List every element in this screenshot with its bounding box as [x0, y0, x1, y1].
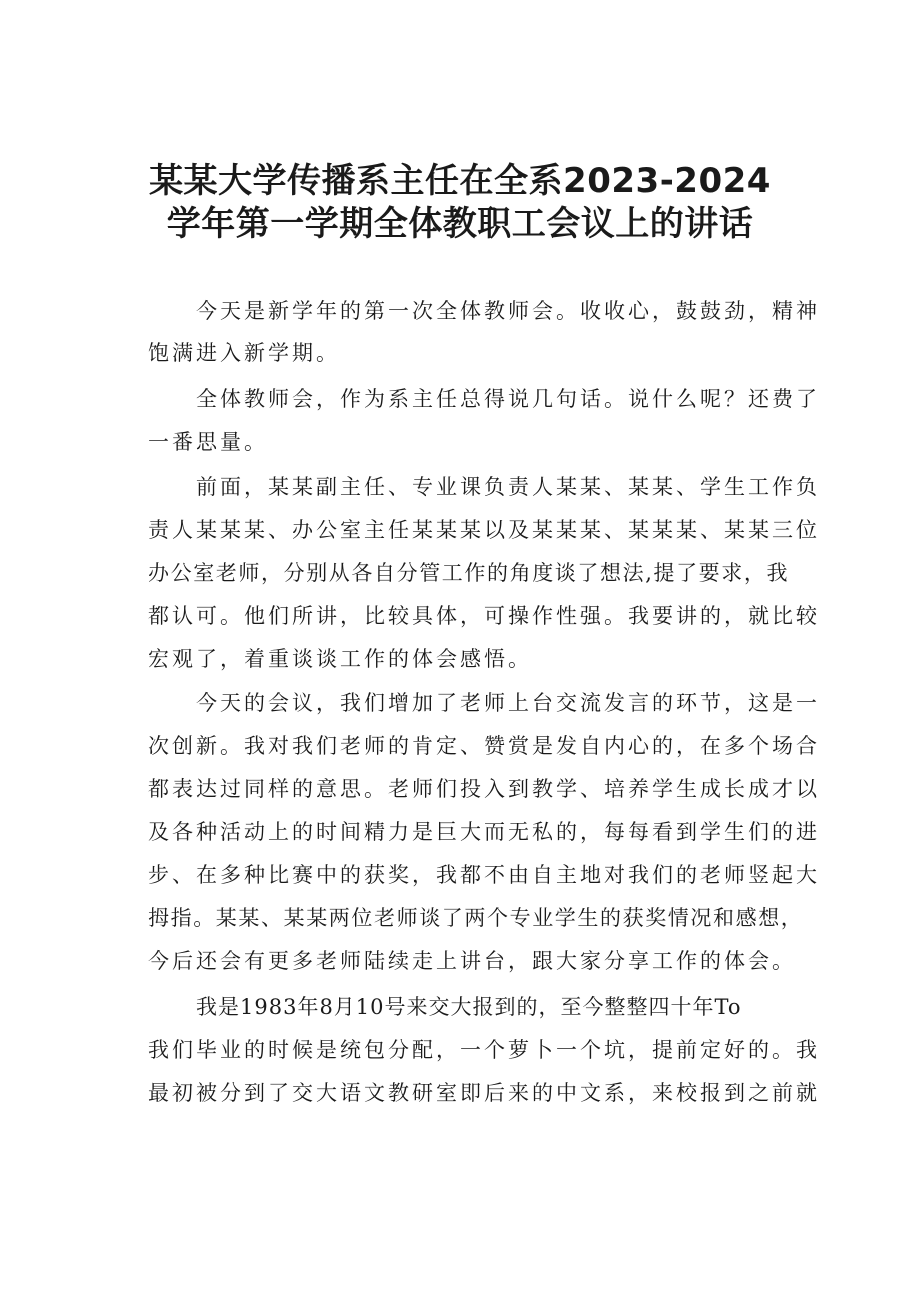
paragraph-line: 今天的会议，我们增加了老师上台交流发言的环节，这是一	[196, 691, 820, 715]
paragraph-line: 我是1983年8月10号来交大报到的，至今整整四十年To	[196, 995, 742, 1019]
paragraph-line: 最初被分到了交大语文教研室即后来的中文系，来校报到之前就	[148, 1081, 820, 1105]
paragraph-line: 饱满进入新学期。	[148, 341, 340, 365]
paragraph-line: 次创新。我对我们老师的肯定、赞赏是发自内心的，在多个场合	[148, 734, 820, 758]
paragraph-line: 及各种活动上的时间精力是巨大而无私的，每每看到学生们的进	[148, 820, 820, 844]
paragraph-line: 办公室老师，分别从各自分管工作的角度谈了想法,提了要求，我	[148, 561, 790, 585]
paragraph-line: 步、在多种比赛中的获奖，我都不由自主地对我们的老师竖起大	[148, 863, 820, 887]
paragraph-line: 今后还会有更多老师陆续走上讲台，跟大家分享工作的体会。	[148, 949, 796, 973]
paragraph-line: 全体教师会，作为系主任总得说几句话。说什么呢？还费了	[196, 387, 820, 411]
paragraph-line: 责人某某某、办公室主任某某某以及某某某、某某某、某某三位	[148, 518, 820, 542]
paragraph-line: 一番思量。	[148, 430, 268, 454]
paragraph-line: 拇指。某某、某某两位老师谈了两个专业学生的获奖情况和感想，	[148, 906, 804, 930]
paragraph-line: 今天是新学年的第一次全体教师会。收收心，鼓鼓劲，精神	[196, 299, 820, 323]
paragraph-line: 我们毕业的时候是统包分配，一个萝卜一个坑，提前定好的。我	[148, 1038, 820, 1062]
document-title-line-2: 学年第一学期全体教职工会议上的讲话	[166, 204, 754, 244]
paragraph-line: 宏观了，着重谈谈工作的体会感悟。	[148, 647, 532, 671]
paragraph-line: 前面，某某副主任、专业课负责人某某、某某、学生工作负	[196, 475, 820, 499]
document-title-line-1: 某某大学传播系主任在全系2023-2024	[149, 161, 771, 201]
paragraph-line: 都认可。他们所讲，比较具体，可操作性强。我要讲的，就比较	[148, 604, 820, 628]
paragraph-line: 都表达过同样的意思。老师们投入到教学、培养学生成长成才以	[148, 777, 820, 801]
